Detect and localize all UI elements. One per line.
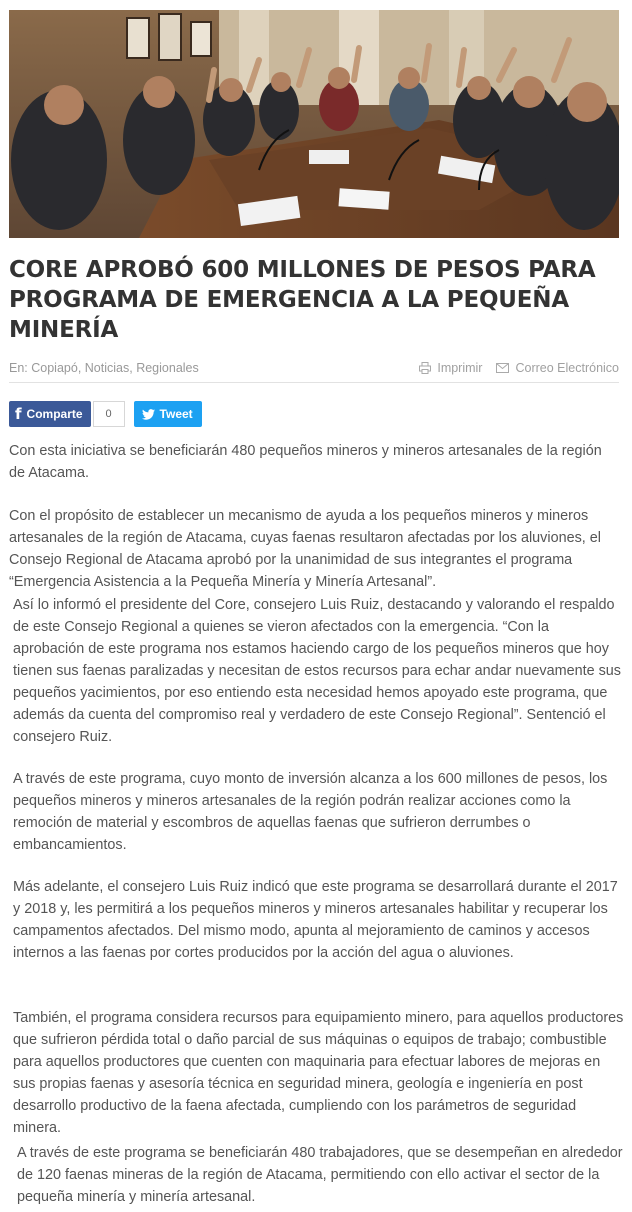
facebook-share-count: 0 [93,401,125,427]
category-link[interactable]: Noticias [84,361,130,375]
printer-icon [419,362,431,374]
twitter-share-label: Tweet [159,407,193,421]
article-tools [419,361,619,375]
category-link[interactable]: Copiapó [31,361,78,375]
twitter-share-button[interactable] [134,401,202,427]
article-meta [9,360,619,383]
email-label: Correo Electrónico [515,361,619,375]
article-paragraph: También, el programa considera recursos para equipamiento minero, para aquellos productores que sufrieron pérdida total o daño parcial de sus máquinas o equipos de trabajo; combustible para aquellos productores que cuenten con maquinaria para efectuar labores de mejoras en sus propias faenas y asesoría técnica en seguridad minera, geología e ingeniería en post desarrollo productivo de la faena afectada, cumpliendo con los parámetros de seguridad minera. [13,1010,624,1136]
article-photo [9,10,619,238]
article-paragraph: Más adelante, el consejero Luis Ruiz indicó que este programa se desarrollará durante el 2017 y 2018 y, les permitirá a los pequeños mineros y mineros artesanales habilitar y recuperar los campamentos afectados. Del mismo modo, apunta al mejoramiento de caminos y accesos internos a las faenas por cortes producidos por la acción del agua o aluviones. [13,879,618,961]
email-button[interactable] [496,361,619,375]
article-paragraph: A través de este programa, cuyo monto de inversión alcanza a los 600 millones de pesos, los pequeños mineros y mineros artesanales de la región podrán realizar acciones como la remoción de material y escombros de aquellas faenas que sufrieron derrumbes o embancamientos. [13,771,608,853]
council-meeting-photo [9,10,619,238]
twitter-bird-icon [142,409,155,420]
article-paragraph: A través de este programa se beneficiarán 480 trabajadores, que se desempeñan en alrededor de 120 faenas mineras de la región de Atacama, permitiendo con ello activar el sector de la pequeña minería y minería artesanal. [17,1145,623,1205]
facebook-share-button[interactable] [9,401,91,427]
share-bar [9,401,202,427]
article-paragraph: Así lo informó el presidente del Core, consejero Luis Ruiz, destacando y valorando el respaldo de este Consejo Regional a quienes se vieron afectados con la emergencia. “Con la aprobación de este programa nos estamos haciendo cargo de los pequeños mineros que hoy tienen sus faenas paralizadas y necesitan de estos recursos para echar andar nuevamente sus pequeños yacimientos, por eso entiendo esta necesidad hemos apoyado este programa, que además da cuenta del compromiso real y verdadero de este Consejo Regional”. Sentenció el consejero Ruiz. [13,597,621,745]
categories-prefix: En: [9,361,32,375]
envelope-icon [496,363,509,373]
facebook-share-label: Comparte [26,407,83,421]
facebook-icon: f [15,405,22,423]
category-link[interactable]: Regionales [136,361,199,375]
article-paragraph: Con el propósito de establecer un mecanismo de ayuda a los pequeños mineros y mineros artesanales de la región de Atacama, cuyas faenas resultaron afectadas por los aluviones, el Consejo Regional de Atacama aprobó por la unanimidad de sus integrantes el programa “Emergencia Asistencia a la Pequeña Minería y Minería Artesanal”. [9,508,601,590]
category-list: En: Copiapó, Noticias, Regionales [9,361,199,375]
print-label: Imprimir [437,361,483,375]
print-button[interactable] [419,361,482,375]
article-title: CORE APROBÓ 600 MILLONES DE PESOS PARA PROGRAMA DE EMERGENCIA A LA PEQUEÑA MINERÍA [9,257,596,343]
article-paragraph: Con esta iniciativa se beneficiarán 480 pequeños mineros y mineros artesanales de la región de Atacama. [9,443,602,481]
